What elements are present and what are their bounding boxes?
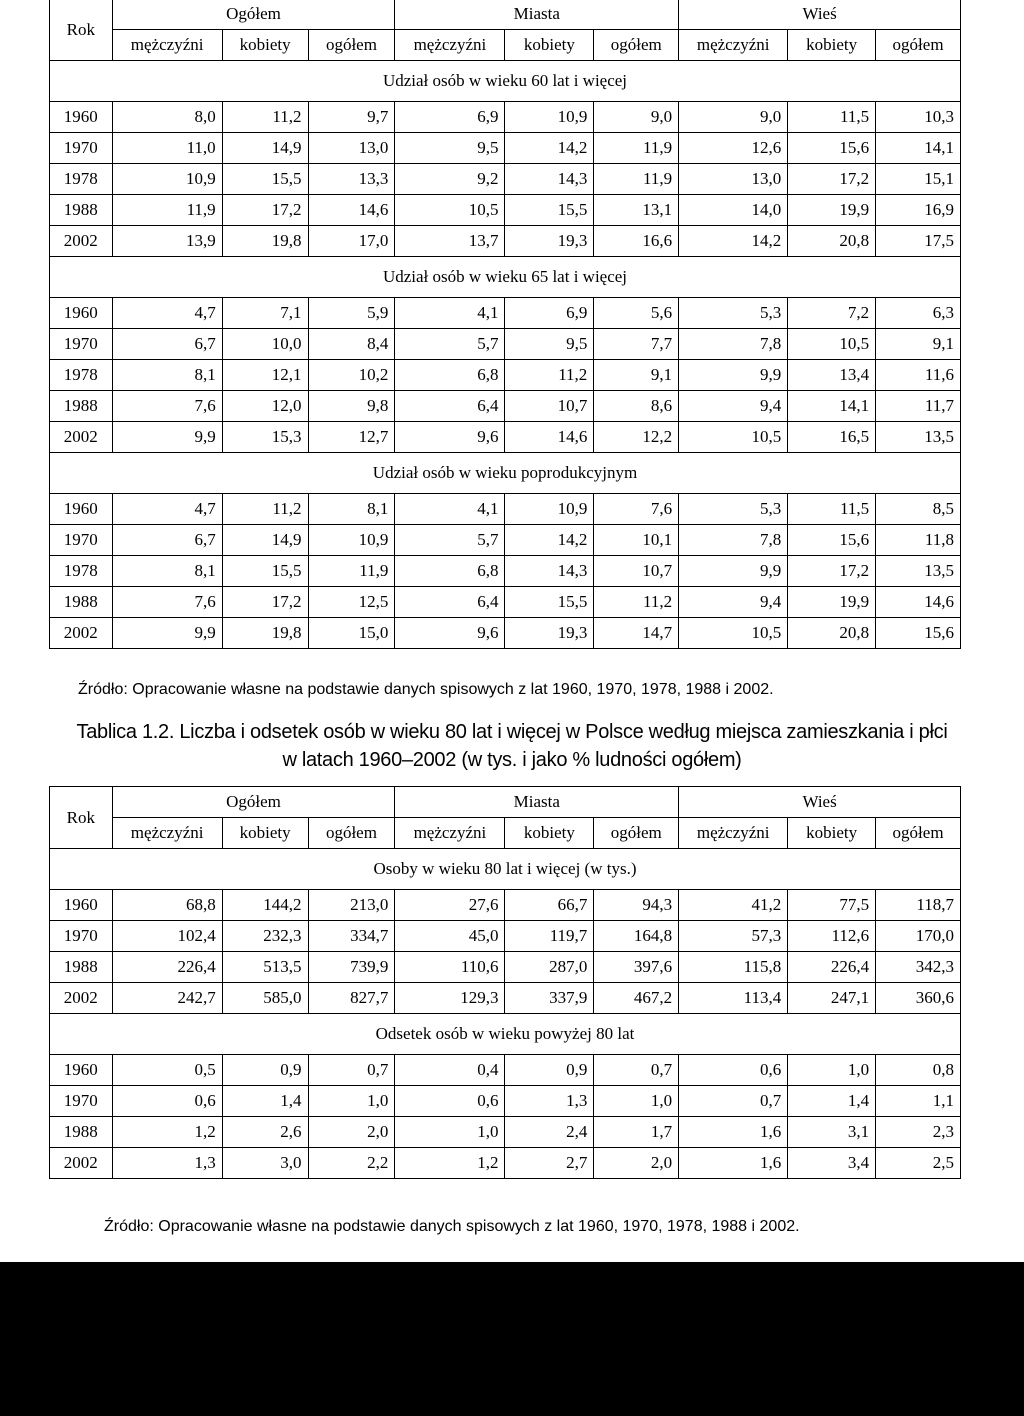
value-cell: 14,6 (876, 587, 961, 618)
header-group: Miasta (395, 787, 679, 818)
value-cell: 334,7 (308, 921, 395, 952)
table-row (50, 164, 961, 195)
value-cell: 213,0 (308, 890, 395, 921)
value-cell: 14,2 (505, 525, 594, 556)
header-group: Ogółem (112, 787, 395, 818)
value-cell: 5,3 (679, 298, 788, 329)
value-cell: 5,7 (395, 525, 505, 556)
value-cell: 7,8 (679, 329, 788, 360)
value-cell: 9,9 (112, 618, 222, 649)
value-cell: 12,6 (679, 133, 788, 164)
value-cell: 10,9 (308, 525, 395, 556)
value-cell: 20,8 (788, 618, 876, 649)
value-cell: 11,2 (222, 102, 308, 133)
value-cell: 11,9 (308, 556, 395, 587)
value-cell: 8,1 (112, 360, 222, 391)
value-cell: 1,0 (308, 1086, 395, 1117)
value-cell: 397,6 (594, 952, 679, 983)
value-cell: 27,6 (395, 890, 505, 921)
value-cell: 9,6 (395, 618, 505, 649)
value-cell: 16,9 (876, 195, 961, 226)
value-cell: 11,9 (594, 133, 679, 164)
header-sub: kobiety (788, 818, 876, 849)
section-title: Udział osób w wieku 65 lat i więcej (50, 257, 961, 298)
value-cell: 41,2 (679, 890, 788, 921)
value-cell: 1,1 (876, 1086, 961, 1117)
value-cell: 4,1 (395, 494, 505, 525)
value-cell: 129,3 (395, 983, 505, 1014)
value-cell: 13,0 (679, 164, 788, 195)
value-cell: 8,0 (112, 102, 222, 133)
value-cell: 112,6 (788, 921, 876, 952)
value-cell: 337,9 (505, 983, 594, 1014)
value-cell: 10,5 (788, 329, 876, 360)
value-cell: 7,8 (679, 525, 788, 556)
value-cell: 15,6 (788, 133, 876, 164)
value-cell: 287,0 (505, 952, 594, 983)
header-group: Ogółem (112, 0, 395, 30)
table-row (50, 952, 961, 983)
value-cell: 1,2 (112, 1117, 222, 1148)
value-cell: 14,9 (222, 133, 308, 164)
value-cell: 11,0 (112, 133, 222, 164)
value-cell: 7,6 (594, 494, 679, 525)
header-sub: ogółem (594, 818, 679, 849)
year-cell: 1960 (50, 1055, 113, 1086)
year-cell: 1960 (50, 494, 113, 525)
table-row (50, 525, 961, 556)
header-sub: kobiety (222, 30, 308, 61)
value-cell: 7,1 (222, 298, 308, 329)
value-cell: 0,7 (594, 1055, 679, 1086)
value-cell: 170,0 (876, 921, 961, 952)
section-title: Odsetek osób w wieku powyżej 80 lat (50, 1014, 961, 1055)
value-cell: 6,4 (395, 391, 505, 422)
value-cell: 8,5 (876, 494, 961, 525)
value-cell: 11,5 (788, 102, 876, 133)
year-cell: 2002 (50, 226, 113, 257)
value-cell: 9,6 (395, 422, 505, 453)
value-cell: 1,4 (222, 1086, 308, 1117)
year-cell: 1960 (50, 102, 113, 133)
value-cell: 45,0 (395, 921, 505, 952)
table-caption-line-2: w latach 1960–2002 (w tys. i jako % ludności ogółem) (282, 749, 742, 771)
year-cell: 1978 (50, 164, 113, 195)
value-cell: 15,6 (876, 618, 961, 649)
value-cell: 15,0 (308, 618, 395, 649)
value-cell: 13,4 (788, 360, 876, 391)
value-cell: 13,5 (876, 422, 961, 453)
value-cell: 14,6 (308, 195, 395, 226)
year-cell: 1988 (50, 587, 113, 618)
value-cell: 11,5 (788, 494, 876, 525)
value-cell: 110,6 (395, 952, 505, 983)
table-row (50, 494, 961, 525)
table-row (50, 556, 961, 587)
value-cell: 118,7 (876, 890, 961, 921)
table-row (50, 102, 961, 133)
value-cell: 2,5 (876, 1148, 961, 1179)
value-cell: 2,0 (308, 1117, 395, 1148)
value-cell: 102,4 (112, 921, 222, 952)
value-cell: 6,8 (395, 556, 505, 587)
value-cell: 9,2 (395, 164, 505, 195)
year-cell: 2002 (50, 422, 113, 453)
value-cell: 1,4 (788, 1086, 876, 1117)
value-cell: 1,7 (594, 1117, 679, 1148)
value-cell: 15,5 (505, 587, 594, 618)
year-cell: 1970 (50, 1086, 113, 1117)
value-cell: 5,3 (679, 494, 788, 525)
table-row (50, 1055, 961, 1086)
value-cell: 11,7 (876, 391, 961, 422)
value-cell: 11,9 (594, 164, 679, 195)
header-sub: ogółem (308, 30, 395, 61)
value-cell: 4,7 (112, 494, 222, 525)
value-cell: 6,7 (112, 329, 222, 360)
table-row (50, 226, 961, 257)
value-cell: 16,6 (594, 226, 679, 257)
value-cell: 10,1 (594, 525, 679, 556)
header-sub: mężczyźni (395, 818, 505, 849)
year-cell: 1970 (50, 921, 113, 952)
value-cell: 0,8 (876, 1055, 961, 1086)
header-sub: mężczyźni (679, 818, 788, 849)
value-cell: 15,5 (222, 556, 308, 587)
value-cell: 9,8 (308, 391, 395, 422)
value-cell: 242,7 (112, 983, 222, 1014)
value-cell: 4,1 (395, 298, 505, 329)
value-cell: 0,6 (395, 1086, 505, 1117)
header-group: Wieś (679, 0, 961, 30)
value-cell: 6,8 (395, 360, 505, 391)
section-title: Osoby w wieku 80 lat i więcej (w tys.) (50, 849, 961, 890)
value-cell: 10,5 (679, 618, 788, 649)
value-cell: 5,7 (395, 329, 505, 360)
value-cell: 342,3 (876, 952, 961, 983)
value-cell: 17,2 (788, 556, 876, 587)
table-80-plus (49, 786, 961, 1179)
year-cell: 1988 (50, 1117, 113, 1148)
value-cell: 1,6 (679, 1148, 788, 1179)
value-cell: 11,2 (505, 360, 594, 391)
value-cell: 10,3 (876, 102, 961, 133)
table-row (50, 890, 961, 921)
year-cell: 2002 (50, 618, 113, 649)
year-cell: 1960 (50, 298, 113, 329)
value-cell: 0,7 (308, 1055, 395, 1086)
table-row (50, 133, 961, 164)
value-cell: 14,3 (505, 556, 594, 587)
value-cell: 4,7 (112, 298, 222, 329)
value-cell: 15,5 (222, 164, 308, 195)
value-cell: 247,1 (788, 983, 876, 1014)
value-cell: 8,4 (308, 329, 395, 360)
value-cell: 9,0 (594, 102, 679, 133)
value-cell: 0,7 (679, 1086, 788, 1117)
value-cell: 0,6 (112, 1086, 222, 1117)
table-row (50, 618, 961, 649)
value-cell: 11,2 (222, 494, 308, 525)
header-sub: mężczyźni (679, 30, 788, 61)
value-cell: 144,2 (222, 890, 308, 921)
value-cell: 57,3 (679, 921, 788, 952)
value-cell: 9,5 (505, 329, 594, 360)
value-cell: 16,5 (788, 422, 876, 453)
value-cell: 14,1 (788, 391, 876, 422)
value-cell: 10,7 (505, 391, 594, 422)
value-cell: 7,2 (788, 298, 876, 329)
value-cell: 19,3 (505, 226, 594, 257)
value-cell: 119,7 (505, 921, 594, 952)
value-cell: 2,3 (876, 1117, 961, 1148)
value-cell: 827,7 (308, 983, 395, 1014)
value-cell: 66,7 (505, 890, 594, 921)
value-cell: 2,0 (594, 1148, 679, 1179)
value-cell: 2,2 (308, 1148, 395, 1179)
value-cell: 1,6 (679, 1117, 788, 1148)
table-row (50, 298, 961, 329)
header-sub: mężczyźni (112, 818, 222, 849)
value-cell: 9,4 (679, 587, 788, 618)
header-group: Miasta (395, 0, 679, 30)
value-cell: 8,6 (594, 391, 679, 422)
value-cell: 7,6 (112, 391, 222, 422)
value-cell: 0,4 (395, 1055, 505, 1086)
value-cell: 13,0 (308, 133, 395, 164)
value-cell: 19,9 (788, 195, 876, 226)
table-row (50, 360, 961, 391)
value-cell: 15,6 (788, 525, 876, 556)
value-cell: 94,3 (594, 890, 679, 921)
value-cell: 9,0 (679, 102, 788, 133)
value-cell: 232,3 (222, 921, 308, 952)
value-cell: 360,6 (876, 983, 961, 1014)
value-cell: 14,9 (222, 525, 308, 556)
value-cell: 14,7 (594, 618, 679, 649)
value-cell: 8,1 (112, 556, 222, 587)
value-cell: 20,8 (788, 226, 876, 257)
header-sub: ogółem (308, 818, 395, 849)
header-sub: mężczyźni (112, 30, 222, 61)
value-cell: 17,0 (308, 226, 395, 257)
value-cell: 226,4 (788, 952, 876, 983)
value-cell: 9,4 (679, 391, 788, 422)
source-note: Źródło: Opracowanie własne na podstawie danych spisowych z lat 1960, 1970, 1978, 1988 i 2002. (78, 681, 774, 698)
table-row (50, 422, 961, 453)
value-cell: 15,3 (222, 422, 308, 453)
value-cell: 15,5 (505, 195, 594, 226)
value-cell: 11,6 (876, 360, 961, 391)
value-cell: 10,2 (308, 360, 395, 391)
table-caption-line-1: Tablica 1.2. Liczba i odsetek osób w wieku 80 lat i więcej w Polsce według miejsca zamieszkania i płci (76, 721, 948, 743)
value-cell: 1,0 (788, 1055, 876, 1086)
value-cell: 1,3 (112, 1148, 222, 1179)
year-cell: 2002 (50, 983, 113, 1014)
value-cell: 19,9 (788, 587, 876, 618)
value-cell: 15,1 (876, 164, 961, 195)
value-cell: 10,9 (505, 102, 594, 133)
value-cell: 6,4 (395, 587, 505, 618)
value-cell: 9,9 (679, 360, 788, 391)
year-cell: 1988 (50, 952, 113, 983)
value-cell: 2,4 (505, 1117, 594, 1148)
value-cell: 17,2 (222, 587, 308, 618)
value-cell: 17,2 (788, 164, 876, 195)
value-cell: 13,1 (594, 195, 679, 226)
table-age-share (49, 0, 961, 649)
value-cell: 17,5 (876, 226, 961, 257)
value-cell: 9,9 (679, 556, 788, 587)
value-cell: 11,8 (876, 525, 961, 556)
value-cell: 1,3 (505, 1086, 594, 1117)
value-cell: 115,8 (679, 952, 788, 983)
header-sub: kobiety (222, 818, 308, 849)
value-cell: 739,9 (308, 952, 395, 983)
value-cell: 10,5 (679, 422, 788, 453)
value-cell: 2,6 (222, 1117, 308, 1148)
value-cell: 0,6 (679, 1055, 788, 1086)
value-cell: 3,0 (222, 1148, 308, 1179)
value-cell: 226,4 (112, 952, 222, 983)
value-cell: 2,7 (505, 1148, 594, 1179)
header-sub: kobiety (505, 30, 594, 61)
header-rok: Rok (50, 0, 113, 61)
value-cell: 10,9 (505, 494, 594, 525)
value-cell: 12,7 (308, 422, 395, 453)
value-cell: 0,9 (222, 1055, 308, 1086)
value-cell: 77,5 (788, 890, 876, 921)
value-cell: 113,4 (679, 983, 788, 1014)
value-cell: 9,7 (308, 102, 395, 133)
value-cell: 14,3 (505, 164, 594, 195)
value-cell: 10,0 (222, 329, 308, 360)
value-cell: 164,8 (594, 921, 679, 952)
header-sub: mężczyźni (395, 30, 505, 61)
value-cell: 10,5 (395, 195, 505, 226)
value-cell: 3,4 (788, 1148, 876, 1179)
table-row (50, 1117, 961, 1148)
year-cell: 1970 (50, 329, 113, 360)
value-cell: 17,2 (222, 195, 308, 226)
value-cell: 14,0 (679, 195, 788, 226)
value-cell: 12,5 (308, 587, 395, 618)
value-cell: 10,9 (112, 164, 222, 195)
value-cell: 9,1 (594, 360, 679, 391)
value-cell: 0,9 (505, 1055, 594, 1086)
value-cell: 1,0 (395, 1117, 505, 1148)
header-rok: Rok (50, 787, 113, 849)
value-cell: 10,7 (594, 556, 679, 587)
year-cell: 1970 (50, 525, 113, 556)
value-cell: 9,9 (112, 422, 222, 453)
table-row (50, 587, 961, 618)
year-cell: 2002 (50, 1148, 113, 1179)
year-cell: 1978 (50, 360, 113, 391)
table-row (50, 195, 961, 226)
year-cell: 1988 (50, 391, 113, 422)
value-cell: 13,3 (308, 164, 395, 195)
year-cell: 1960 (50, 890, 113, 921)
value-cell: 1,0 (594, 1086, 679, 1117)
header-group: Wieś (679, 787, 961, 818)
table-row (50, 983, 961, 1014)
source-note: Źródło: Opracowanie własne na podstawie danych spisowych z lat 1960, 1970, 1978, 1988 i 2002. (104, 1218, 800, 1235)
header-sub: ogółem (876, 30, 961, 61)
value-cell: 585,0 (222, 983, 308, 1014)
table-row (50, 1086, 961, 1117)
value-cell: 6,7 (112, 525, 222, 556)
table-row (50, 391, 961, 422)
value-cell: 13,5 (876, 556, 961, 587)
table-row (50, 921, 961, 952)
value-cell: 6,9 (505, 298, 594, 329)
value-cell: 14,2 (679, 226, 788, 257)
table-row (50, 329, 961, 360)
value-cell: 14,1 (876, 133, 961, 164)
value-cell: 19,8 (222, 618, 308, 649)
value-cell: 9,5 (395, 133, 505, 164)
section-title: Udział osób w wieku poprodukcyjnym (50, 453, 961, 494)
header-sub: ogółem (876, 818, 961, 849)
value-cell: 14,2 (505, 133, 594, 164)
value-cell: 14,6 (505, 422, 594, 453)
value-cell: 3,1 (788, 1117, 876, 1148)
value-cell: 13,7 (395, 226, 505, 257)
value-cell: 13,9 (112, 226, 222, 257)
value-cell: 1,2 (395, 1148, 505, 1179)
year-cell: 1978 (50, 556, 113, 587)
scan-margin (0, 1262, 1024, 1416)
value-cell: 5,6 (594, 298, 679, 329)
value-cell: 7,6 (112, 587, 222, 618)
value-cell: 5,9 (308, 298, 395, 329)
value-cell: 11,2 (594, 587, 679, 618)
value-cell: 0,5 (112, 1055, 222, 1086)
year-cell: 1970 (50, 133, 113, 164)
value-cell: 6,3 (876, 298, 961, 329)
value-cell: 9,1 (876, 329, 961, 360)
value-cell: 7,7 (594, 329, 679, 360)
value-cell: 12,1 (222, 360, 308, 391)
table-row (50, 1148, 961, 1179)
section-title: Udział osób w wieku 60 lat i więcej (50, 61, 961, 102)
value-cell: 513,5 (222, 952, 308, 983)
year-cell: 1988 (50, 195, 113, 226)
value-cell: 12,2 (594, 422, 679, 453)
value-cell: 19,8 (222, 226, 308, 257)
value-cell: 467,2 (594, 983, 679, 1014)
header-sub: kobiety (788, 30, 876, 61)
header-sub: kobiety (505, 818, 594, 849)
value-cell: 6,9 (395, 102, 505, 133)
value-cell: 11,9 (112, 195, 222, 226)
value-cell: 68,8 (112, 890, 222, 921)
header-sub: ogółem (594, 30, 679, 61)
value-cell: 19,3 (505, 618, 594, 649)
value-cell: 8,1 (308, 494, 395, 525)
value-cell: 12,0 (222, 391, 308, 422)
